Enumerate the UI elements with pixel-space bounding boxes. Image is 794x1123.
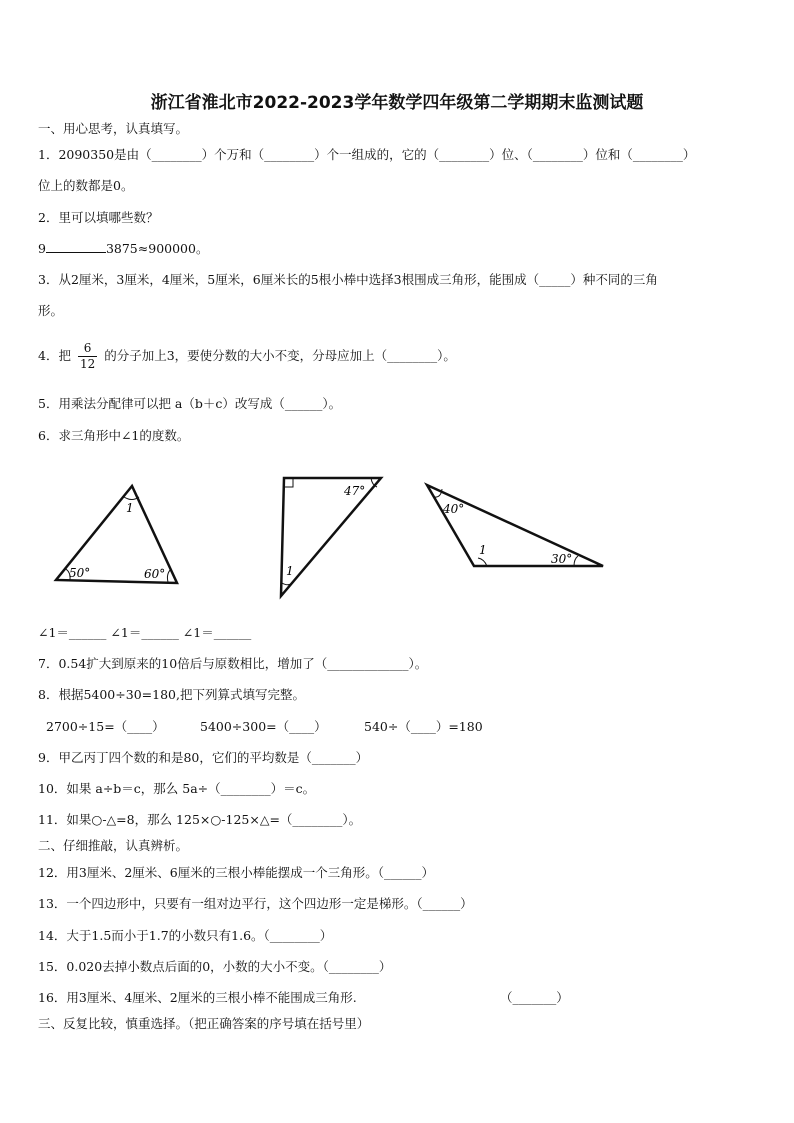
question-11: 11．如果○-△=8，那么 125×○-125×△=（________）。 [38, 812, 362, 827]
question-7: 7．0.54扩大到原来的10倍后与原数相比，增加了（_____________）。 [38, 656, 428, 671]
question-8: 8．根据5400÷30=180,把下列算式填写完整。 [38, 687, 305, 702]
triangle-1 [56, 486, 177, 583]
triangle-1-angle-left: 50° [69, 566, 91, 580]
question-13: 13．一个四边形中，只要有一组对边平行，这个四边形一定是梯形。（______） [38, 896, 473, 911]
question-12: 12．用3厘米、2厘米、6厘米的三根小棒能摆成一个三角形。（______） [38, 865, 435, 880]
question-10: 10．如果 a÷b＝c，那么 5a÷（________）＝c。 [38, 781, 316, 796]
question-14: 14．大于1.5而小于1.7的小数只有1.6。（________） [38, 928, 333, 943]
question-6-answers: ∠1＝______ ∠1＝______ ∠1＝______ [38, 625, 252, 640]
triangle-2 [281, 478, 381, 596]
question-1-line-1: 1．2090350是由（________）个万和（________）个一组成的，它的（________）位、（________）位和（________） [38, 147, 696, 162]
question-3-line-2: 形。 [38, 303, 64, 318]
triangle-2-angle-bottom: 1 [286, 564, 294, 578]
question-4-suffix: 的分子加上3，要使分数的大小不变，分母应加上（________）。 [104, 348, 456, 363]
question-5: 5．用乘法分配律可以把 a（b＋c）改写成（______）。 [38, 396, 342, 411]
question-2-prefix: 9 [38, 241, 46, 256]
question-2-suffix: 3875≈900000。 [105, 241, 209, 256]
section-3-heading: 三、反复比较，慎重选择。（把正确答案的序号填在括号里） [38, 1016, 370, 1031]
section-1-heading: 一、用心思考，认真填写。 [38, 121, 189, 136]
question-9: 9．甲乙丙丁四个数的和是80，它们的平均数是（_______） [38, 750, 369, 765]
question-1-line-2: 位上的数都是0。 [38, 178, 134, 193]
triangle-1-angle-right: 60° [144, 567, 166, 581]
question-4-prefix: 4．把 [38, 348, 71, 363]
question-6: 6．求三角形中∠1的度数。 [38, 428, 190, 443]
question-3-line-1: 3．从2厘米，3厘米，4厘米，5厘米，6厘米长的5根小棒中选择3根围成三角形，能围成（_____）种不同的三角 [38, 272, 658, 287]
triangle-3-angle-left: 40° [443, 502, 465, 516]
question-16-blank: （_______） [500, 990, 569, 1005]
question-2-line-1: 2．里可以填哪些数？ [38, 210, 159, 225]
question-8-equation-b: 5400÷300=（____） [200, 719, 327, 734]
page-title: 浙江省淮北市2022-2023学年数学四年级第二学期期末监测试题 [150, 93, 644, 113]
triangle-2-angle-top: 47° [344, 484, 366, 498]
question-8-equation-a: 2700÷15=（____） [46, 719, 165, 734]
fraction-numerator: 6 [78, 341, 97, 357]
question-8-equation-c: 540÷（____）=180 [364, 719, 483, 734]
triangle-3-angle-mid: 1 [479, 543, 487, 557]
fraction-denominator: 12 [79, 357, 96, 371]
triangle-3 [427, 485, 603, 566]
triangle-1-angle-top: 1 [126, 501, 134, 515]
section-2-heading: 二、仔细推敲，认真辨析。 [38, 838, 189, 853]
triangle-3-angle-right: 30° [551, 552, 573, 566]
question-16: 16．用3厘米、4厘米、2厘米的三根小棒不能围成三角形. [38, 990, 357, 1005]
question-15: 15．0.020去掉小数点后面的0，小数的大小不变。（________） [38, 959, 392, 974]
